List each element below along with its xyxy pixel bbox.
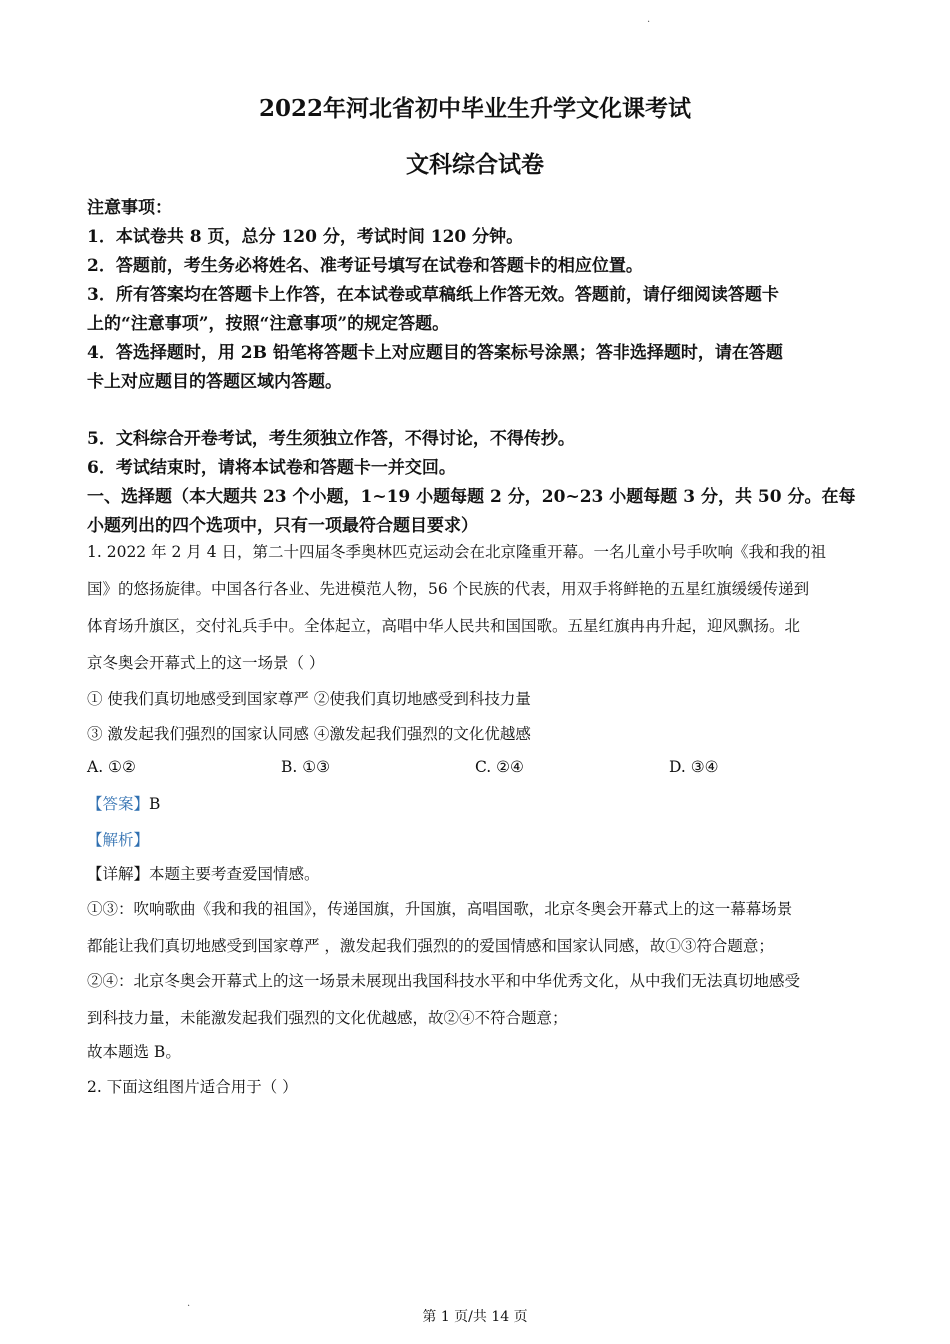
page-footer: 第 1 页/共 14 页 (422, 1309, 528, 1325)
notes-heading: 注意事项： (87, 198, 172, 218)
q1-option-a: A. ①② (87, 758, 136, 776)
explanation-2b: 到科技力量，未能激发起我们强烈的文化优越感，故②④不符合题意； (87, 1009, 568, 1027)
exam-subtitle: 文科综合试卷 (406, 151, 544, 178)
analysis-label: 【解析】 (87, 831, 150, 849)
section-heading-1: 一、选择题（本大题共 23 个小题，1~19 小题每题 2 分，20~23 小题每题 3 分，共 50 分。在每 (87, 487, 856, 507)
q1-answer (87, 792, 160, 814)
header-mark: . (647, 14, 651, 25)
section-heading-2: 小题列出的四个选项中，只有一项最符合题目要求） (87, 516, 478, 536)
note-line-2: 2．答题前，考生务必将姓名、准考证号填写在试卷和答题卡的相应位置。 (87, 256, 643, 276)
q1-line-3: 体育场升旗区，交付礼兵手中。全体起立，高唱中华人民共和国国歌。五星红旗冉冉升起，迎风飘扬。北 (87, 617, 801, 635)
conclusion-line: 故本题选 B。 (87, 1043, 181, 1061)
footer-mark: . (187, 1298, 191, 1309)
note-line-4a: 4．答选择题时，用 2B 铅笔将答题卡上对应题目的答案标号涂黑；答非选择题时，请在答题 (87, 343, 783, 363)
q1-line-4: 京冬奥会开幕式上的这一场景（ ） (87, 654, 325, 672)
detail-line: 【详解】本题主要考查爱国情感。 (87, 865, 320, 883)
q1-option-b: B. ①③ (281, 758, 331, 776)
explanation-1a: ①③：吹响歌曲《我和我的祖国》，传递国旗，升国旗，高唱国歌，北京冬奥会开幕式上的这一幕幕场景 (87, 900, 793, 918)
note-line-5: 5．文科综合开卷考试，考生须独立作答，不得讨论，不得传抄。 (87, 429, 575, 449)
q1-line-2: 国》的悠扬旋律。中国各行各业、先进模范人物，56 个民族的代表，用双手将鲜艳的五星红旗缓缓传递到 (87, 580, 810, 598)
answer-label: 【答案】 (87, 795, 150, 813)
q1-line-1: 1. 2022 年 2 月 4 日，第二十四届冬季奥林匹克运动会在北京隆重开幕。一名儿童小号手吹响《我和我的祖 (87, 543, 827, 561)
explanation-2a: ②④：北京冬奥会开幕式上的这一场景未展现出我国科技水平和中华优秀文化，从中我们无法真切地感受 (87, 972, 801, 990)
note-line-3b: 上的“注意事项”，按照“注意事项”的规定答题。 (87, 314, 450, 334)
answer-value: B (149, 795, 161, 813)
q1-option-c: C. ②④ (475, 758, 524, 776)
explanation-1b: 都能让我们真切地感受到国家尊严 ，激发起我们强烈的的爱国情感和国家认同感，故①③符合题意； (87, 937, 774, 955)
note-line-3a: 3．所有答案均在答题卡上作答，在本试卷或草稿纸上作答无效。答题前，请仔细阅读答题卡 (87, 285, 779, 305)
note-line-1: 1．本试卷共 8 页，总分 120 分，考试时间 120 分钟。 (87, 227, 524, 247)
note-line-4b: 卡上对应题目的答题区域内答题。 (87, 372, 342, 392)
exam-title: 2022年河北省初中毕业生升学文化课考试 (258, 95, 691, 122)
q1-statements-2: ③ 激发起我们强烈的国家认同感 ④激发起我们强烈的文化优越感 (87, 725, 531, 743)
note-line-6: 6．考试结束时，请将本试卷和答题卡一并交回。 (87, 458, 456, 478)
q1-option-d: D. ③④ (669, 758, 719, 776)
q2-line-1: 2. 下面这组图片适合用于（ ） (87, 1078, 298, 1096)
q1-statements-1: ① 使我们真切地感受到国家尊严 ②使我们真切地感受到科技力量 (87, 690, 531, 708)
